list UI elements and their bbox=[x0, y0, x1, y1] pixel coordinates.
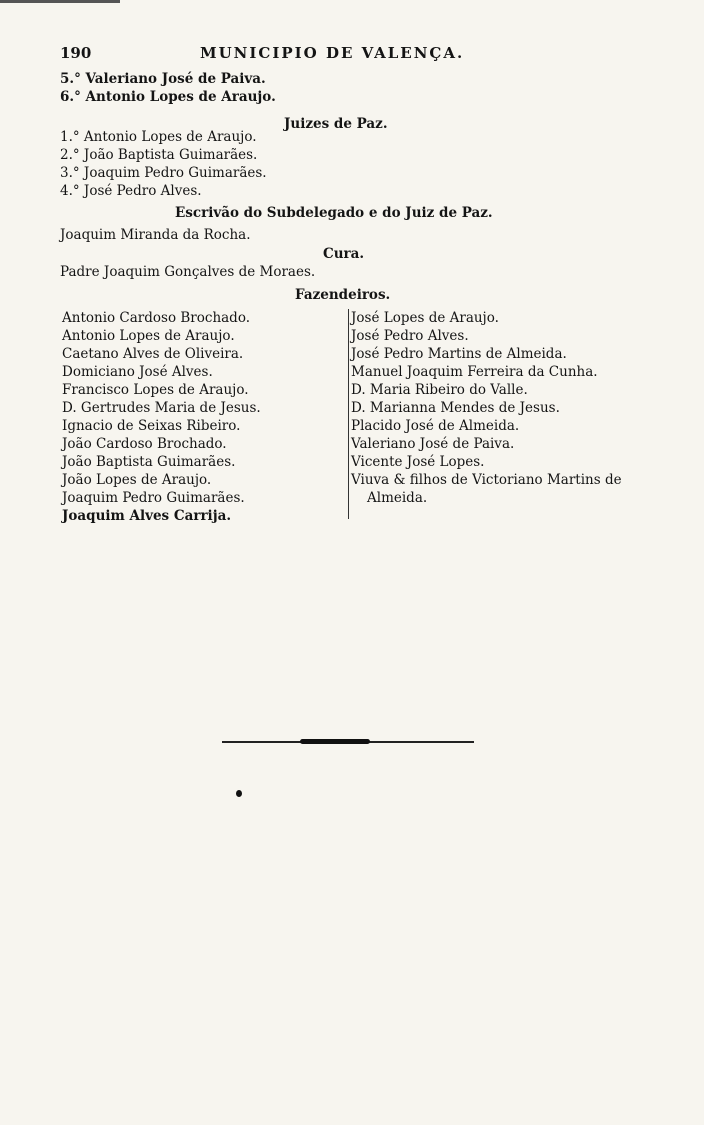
list-item: D. Gertrudes Maria de Jesus. bbox=[62, 400, 261, 416]
section-heading-cura: Cura. bbox=[323, 246, 365, 262]
list-item: José Pedro Alves. bbox=[351, 328, 469, 344]
list-item: Valeriano José de Paiva. bbox=[351, 436, 515, 452]
list-item: João Cardoso Brochado. bbox=[62, 436, 227, 452]
list-item: José Pedro Martins de Almeida. bbox=[351, 346, 567, 362]
ink-dot bbox=[236, 790, 242, 797]
page-title: MUNICIPIO DE VALENÇA. bbox=[200, 44, 465, 62]
list-item: Vicente José Lopes. bbox=[351, 454, 485, 470]
list-item: D. Maria Ribeiro do Valle. bbox=[351, 382, 528, 398]
list-item: Francisco Lopes de Araujo. bbox=[62, 382, 249, 398]
juiz-item: 4.° José Pedro Alves. bbox=[60, 183, 202, 199]
list-item: José Lopes de Araujo. bbox=[351, 310, 499, 326]
list-item: D. Marianna Mendes de Jesus. bbox=[351, 400, 560, 416]
cura-name: Padre Joaquim Gonçalves de Moraes. bbox=[60, 264, 316, 280]
fazendeiros-right-column bbox=[348, 309, 661, 519]
list-item: Ignacio de Seixas Ribeiro. bbox=[62, 418, 241, 434]
intro-line: 5.° Valeriano José de Paiva. bbox=[60, 71, 266, 87]
page-number: 190 bbox=[60, 44, 92, 62]
list-item: Caetano Alves de Oliveira. bbox=[62, 346, 244, 362]
list-item: Antonio Cardoso Brochado. bbox=[62, 310, 251, 326]
escrivao-name: Joaquim Miranda da Rocha. bbox=[60, 227, 251, 243]
list-item: Manuel Joaquim Ferreira da Cunha. bbox=[351, 364, 598, 380]
fazendeiros-left-column bbox=[62, 309, 342, 525]
juiz-item: 3.° Joaquim Pedro Guimarães. bbox=[60, 165, 267, 181]
scan-mark bbox=[0, 0, 120, 3]
list-item-text: Viuva & filhos de Victoriano Martins de Almeida. bbox=[351, 472, 622, 506]
list-item: Placido José de Almeida. bbox=[351, 418, 520, 434]
list-item: Antonio Lopes de Araujo. bbox=[62, 328, 235, 344]
juiz-item: 1.° Antonio Lopes de Araujo. bbox=[60, 129, 257, 145]
section-heading-fazendeiros: Fazendeiros. bbox=[295, 287, 391, 303]
divider-ornament bbox=[300, 739, 370, 744]
list-item: João Lopes de Araujo. bbox=[62, 472, 212, 488]
list-item: Joaquim Pedro Guimarães. bbox=[62, 490, 245, 506]
intro-line: 6.° Antonio Lopes de Araujo. bbox=[60, 89, 276, 105]
list-item: Domiciano José Alves. bbox=[62, 364, 213, 380]
list-item: João Baptista Guimarães. bbox=[62, 454, 236, 470]
list-item: Joaquim Alves Carrija. bbox=[62, 508, 232, 524]
juiz-item: 2.° João Baptista Guimarães. bbox=[60, 147, 258, 163]
section-heading-juizes: Juizes de Paz. bbox=[284, 116, 388, 132]
section-heading-escrivao: Escrivão do Subdelegado e do Juiz de Paz. bbox=[175, 205, 493, 221]
page-header bbox=[60, 44, 490, 66]
list-item bbox=[351, 471, 657, 507]
